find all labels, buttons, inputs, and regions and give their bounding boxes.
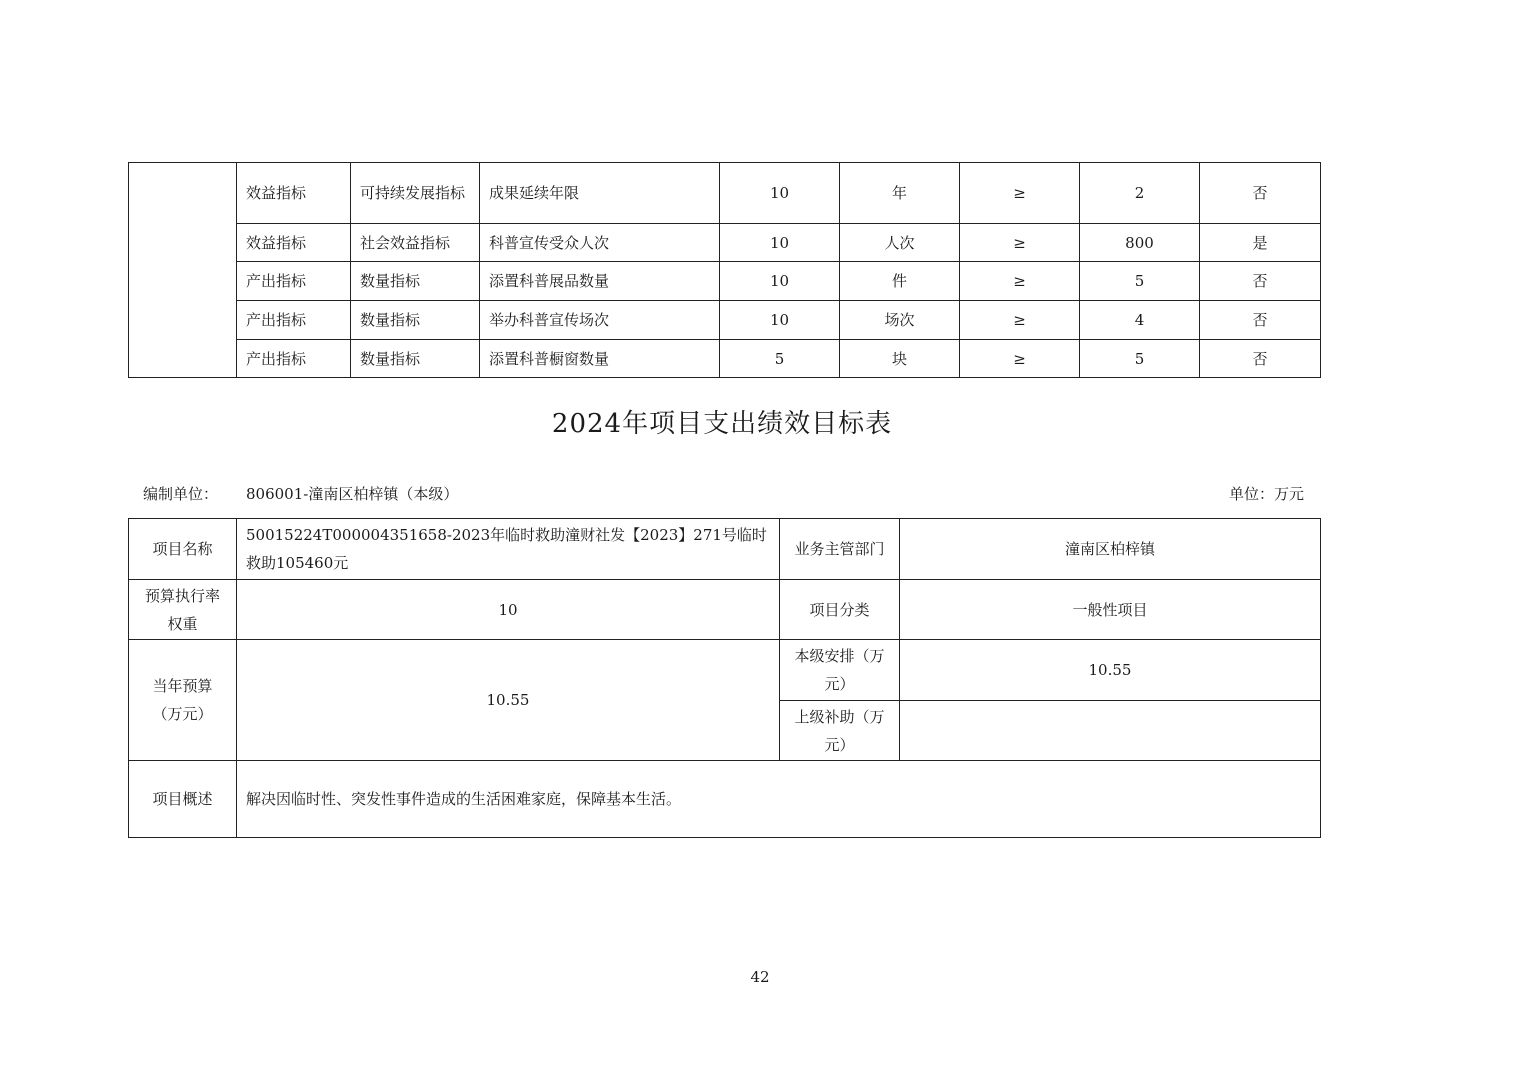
dept-label: 业务主管部门 <box>780 519 900 580</box>
table-row <box>129 262 1321 301</box>
indicator-core: 是 <box>1200 224 1321 262</box>
indicator-value: 2 <box>1080 163 1200 224</box>
level2-indicator: 数量指标 <box>351 340 480 378</box>
indicator-weight: 10 <box>720 224 840 262</box>
indicator-weight: 10 <box>720 163 840 224</box>
table-row <box>129 640 1321 701</box>
level2-indicator: 可持续发展指标 <box>351 163 480 224</box>
table-row <box>129 519 1321 580</box>
merged-blank-cell <box>129 163 237 378</box>
level1-indicator: 产出指标 <box>237 262 351 301</box>
indicator-operator: ≥ <box>960 340 1080 378</box>
level1-indicator: 效益指标 <box>237 224 351 262</box>
summary-value: 解决因临时性、突发性事件造成的生活困难家庭，保障基本生活。 <box>237 761 1321 838</box>
subsidy-value <box>900 701 1321 761</box>
level2-indicator: 社会效益指标 <box>351 224 480 262</box>
indicator-core: 否 <box>1200 262 1321 301</box>
indicator-weight: 5 <box>720 340 840 378</box>
page-number: 42 <box>750 968 770 986</box>
indicator-operator: ≥ <box>960 163 1080 224</box>
table-row <box>129 301 1321 340</box>
project-name-value: 50015224T000004351658-2023年临时救助潼财社发【2023】271号临时救助105460元 <box>237 519 780 580</box>
indicator-value: 5 <box>1080 262 1200 301</box>
level1-indicator: 产出指标 <box>237 301 351 340</box>
indicator-unit: 人次 <box>840 224 960 262</box>
level3-indicator: 添置科普展品数量 <box>480 262 720 301</box>
level1-indicator: 产出指标 <box>237 340 351 378</box>
indicator-unit: 块 <box>840 340 960 378</box>
indicator-weight: 10 <box>720 301 840 340</box>
table-row <box>129 761 1321 838</box>
table-row <box>129 224 1321 262</box>
project-info-table <box>128 518 1321 838</box>
level2-indicator: 数量指标 <box>351 262 480 301</box>
indicator-unit: 场次 <box>840 301 960 340</box>
level2-indicator: 数量指标 <box>351 301 480 340</box>
local-funding-label: 本级安排（万元） <box>780 640 900 701</box>
budget-label: 当年预算（万元） <box>129 640 237 761</box>
dept-value: 潼南区柏梓镇 <box>900 519 1321 580</box>
level3-indicator: 科普宣传受众人次 <box>480 224 720 262</box>
exec-rate-value: 10 <box>237 580 780 640</box>
table-row <box>129 163 1321 224</box>
level3-indicator: 举办科普宣传场次 <box>480 301 720 340</box>
category-label: 项目分类 <box>780 580 900 640</box>
indicator-weight: 10 <box>720 262 840 301</box>
subsidy-label: 上级补助（万元） <box>780 701 900 761</box>
indicator-unit: 件 <box>840 262 960 301</box>
indicator-table <box>128 162 1321 378</box>
prepared-by-label: 编制单位： <box>143 485 219 503</box>
indicator-operator: ≥ <box>960 262 1080 301</box>
page-title: 2024年项目支出绩效目标表 <box>551 409 893 439</box>
indicator-value: 4 <box>1080 301 1200 340</box>
table-row <box>129 340 1321 378</box>
indicator-operator: ≥ <box>960 301 1080 340</box>
indicator-core: 否 <box>1200 163 1321 224</box>
level3-indicator: 成果延续年限 <box>480 163 720 224</box>
indicator-core: 否 <box>1200 340 1321 378</box>
prepared-by-value: 806001-潼南区柏梓镇（本级） <box>246 485 459 503</box>
project-name-label: 项目名称 <box>129 519 237 580</box>
local-funding-value: 10.55 <box>900 640 1321 701</box>
summary-label: 项目概述 <box>129 761 237 838</box>
money-unit-label: 单位：万元 <box>1229 485 1305 503</box>
indicator-core: 否 <box>1200 301 1321 340</box>
indicator-value: 800 <box>1080 224 1200 262</box>
indicator-operator: ≥ <box>960 224 1080 262</box>
table-row <box>129 580 1321 640</box>
exec-rate-label: 预算执行率权重 <box>129 580 237 640</box>
indicator-value: 5 <box>1080 340 1200 378</box>
indicator-unit: 年 <box>840 163 960 224</box>
level3-indicator: 添置科普橱窗数量 <box>480 340 720 378</box>
category-value: 一般性项目 <box>900 580 1321 640</box>
budget-value: 10.55 <box>237 640 780 761</box>
level1-indicator: 效益指标 <box>237 163 351 224</box>
